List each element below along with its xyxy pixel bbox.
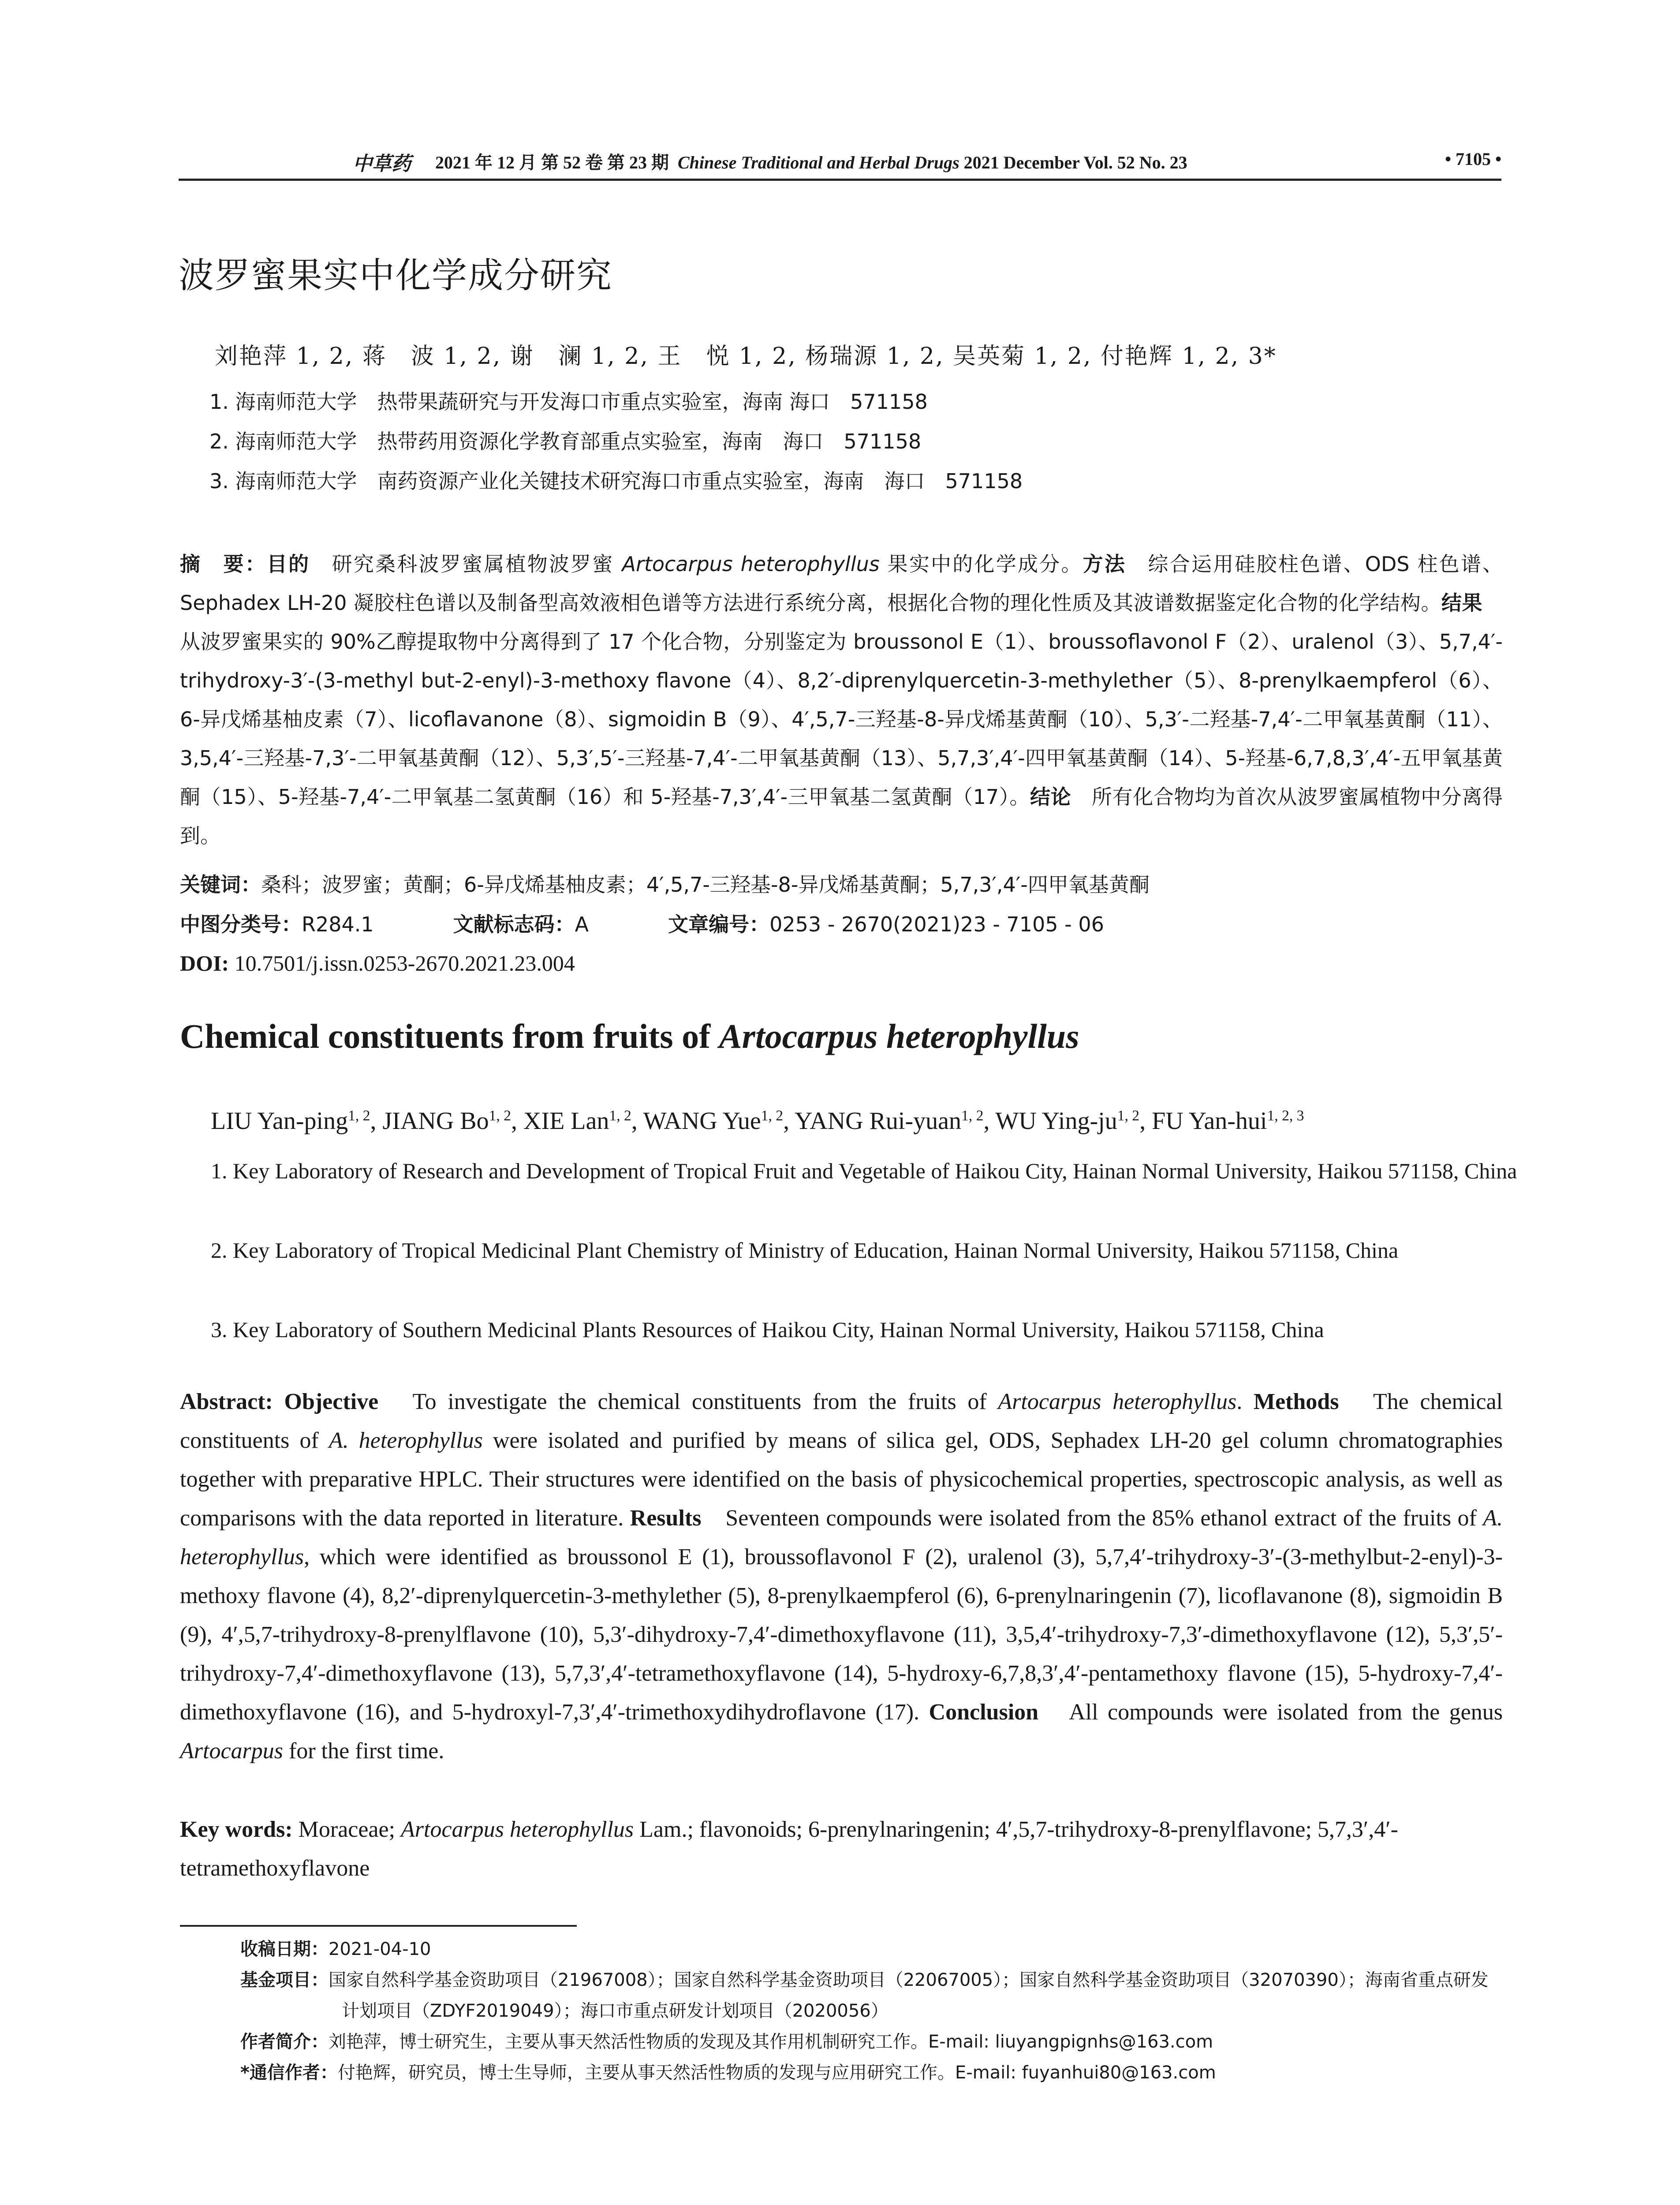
doc-code-value: A <box>575 912 589 936</box>
results-text-en: Seventeen compounds were isolated from the 85% ethanol extract of the fruits of <box>701 1506 1483 1531</box>
conclusion-label-en: Conclusion <box>929 1700 1039 1725</box>
conclusion-genus-en: Artocarpus <box>180 1738 283 1764</box>
methods-text-en: The chemical constituents of <box>180 1389 1503 1453</box>
title-en-prefix: Chemical constituents from fruits of <box>180 1017 719 1055</box>
conclusion-tail-en: for the first time. <box>283 1738 444 1764</box>
running-header <box>179 148 1501 181</box>
abstract-label-cn: 摘 要： <box>180 552 267 576</box>
doi-value[interactable]: 10.7501/j.issn.0253-2670.2021.23.004 <box>229 951 575 975</box>
affiliation-en-1: 1. Key Laboratory of Research and Development of Tropical Fruit and Vegetable of Haikou City, Hainan Normal University, Haikou 571158, China <box>211 1159 1517 1183</box>
methods-tail-en: were isolated and purified by means of silica gel, ODS, Sephadex LH-20 gel column chromatographies together with preparative HPLC. Their structures were identified on the basis of physicochemical properties, spectroscopic analysis, as well as comparisons with the data reported in literature. <box>180 1428 1503 1531</box>
clc-value: R284.1 <box>302 912 374 936</box>
keywords-cn <box>180 869 1150 898</box>
page-number: • 7105 • <box>1445 149 1501 169</box>
fund-text: 国家自然科学基金资助项目（21967008）；国家自然科学基金资助项目（22067005）；国家自然科学基金资助项目（32070390）；海南省重点研发计划项目（ZDYF2019049）；海口市重点研发计划项目（2020056） <box>329 1970 1489 2021</box>
keywords-label-en: Key words: <box>180 1817 293 1842</box>
affiliation-en-2: 2. Key Laboratory of Tropical Medicinal Plant Chemistry of Ministry of Education, Hainan Normal University, Haikou 571158, China <box>211 1238 1399 1263</box>
results-label-en: Results <box>630 1506 702 1531</box>
abstract-label-en: Abstract: Objective <box>180 1389 379 1414</box>
objective-tail-en: . <box>1236 1389 1254 1414</box>
footnote-divider <box>180 1925 577 1927</box>
footnote-received <box>240 1934 1506 1965</box>
footnote-author <box>240 2026 1506 2057</box>
footnote-corresponding <box>240 2057 1506 2088</box>
journal-logo: 中草药 <box>353 153 411 175</box>
fund-label: 基金项目： <box>240 1970 329 1990</box>
keywords-species-en: Artocarpus heterophyllus <box>401 1817 634 1842</box>
affiliation-cn-2: 2. 海南师范大学 热带药用资源化学教育部重点实验室，海南 海口 571158 <box>209 430 922 453</box>
keywords-label-cn: 关键词： <box>180 873 261 897</box>
author-bio-label: 作者简介： <box>240 2032 329 2052</box>
conclusion-label-cn: 结论 <box>1030 785 1071 809</box>
title-en-species: Artocarpus heterophyllus <box>719 1017 1079 1055</box>
journal-name-en: Chinese Traditional and Herbal Drugs <box>678 153 959 172</box>
keywords-en <box>180 1810 1503 1888</box>
results-label-cn: 结果 <box>1441 591 1482 615</box>
author-bio-text: 刘艳萍，博士研究生，主要从事天然活性物质的发现及其作用机制研究工作。E-mail: liuyangpignhs@163.com <box>329 2032 1213 2052</box>
classification-line <box>180 908 1104 938</box>
footnotes <box>240 1934 1506 2088</box>
objective-species-cn: Artocarpus heterophyllus <box>622 552 880 576</box>
abstract-en <box>180 1383 1503 1771</box>
article-no-label: 文章编号： <box>668 912 770 936</box>
affiliation-cn-3: 3. 海南师范大学 南药资源产业化关键技术研究海口市重点实验室，海南 海口 571158 <box>209 469 1023 493</box>
doi-label: DOI: <box>180 951 229 975</box>
results-text-cn: 从波罗蜜果实的 90%乙醇提取物中分离得到了 17 个化合物，分别鉴定为 broussonol E（1）、broussoflavonol F（2）、uralenol（3）、5,7,4′-trihydroxy-3′-(3-methyl but-2-enyl)-3-methoxy flavone（4）、8,2′-diprenylquercetin-3-methylether（5）、8-prenylkaempferol（6）、6-异戊烯基柚皮素（7）、licoflavanone（8）、sigmoidin B（9）、4′,5,7-三羟基-8-异戊烯基黄酮（10）、5,3′-二羟基-7,4′-二甲氧基黄酮（11）、3,5,4′-三羟基-7,3′-二甲氧基黄酮（12）、5,3′,5′-三羟基-7,4′-二甲氧基黄酮（13）、5,7,3′,4′-四甲氧基黄酮（14）、5-羟基-6,7,8,3′,4′-五甲氧基黄酮（15）、5-羟基-7,4′-二甲氧基二氢黄酮（16）和 5-羟基-7,3′,4′-三甲氧基二氢黄酮（17）。 <box>180 591 1503 809</box>
keywords-pre-en: Moraceae; <box>292 1817 401 1842</box>
journal-issue-info <box>435 149 1187 174</box>
title-cn: 波罗蜜果实中化学成分研究 <box>179 255 612 296</box>
objective-tail-cn: 果实中的化学成分。 <box>879 552 1083 576</box>
title-en <box>180 1017 1079 1056</box>
keywords-post-en: Lam.; flavonoids; 6-prenylnaringenin; 4′,5,7-trihydroxy-8-prenylflavone; 5,7,3′,4′-tetramethoxyflavone <box>180 1817 1398 1881</box>
doc-code-label: 文献标志码： <box>453 912 575 936</box>
received-label: 收稿日期： <box>240 1939 329 1959</box>
results-tail-en: , which were identified as broussonol E (1), broussoflavonol F (2), uralenol (3), 5,7,4′-trihydroxy-3′-(3-methylbut-2-enyl)-3-methoxy flavone (4), 8,2′-diprenylquercetin-3-methylether (5), 8-prenylkaempferol (6), 6-prenylnaringenin (7), licoflavanone (8), sigmoidin B (9), 4′,5,7-trihydroxy-8-prenylflavone (10), 5,3′-dihydroxy-7,4′-dimethoxyflavone (11), 3,5,4′-trihydroxy-7,3′-dimethoxyflavone (12), 5,3′,5′-trihydroxy-7,4′-dimethoxyflavone (13), 5,7,3′,4′-tetramethoxyflavone (14), 5-hydroxy-6,7,8,3′,4′-pentamethoxy flavone (15), 5-hydroxy-7,4′-dimethoxyflavone (16), and 5-hydroxyl-7,3′,4′-trimethoxydihydroflavone (17). <box>180 1544 1503 1725</box>
conclusion-text-cn: 所有化合物均为首次从波罗蜜属植物中分离得到。 <box>180 785 1503 848</box>
keywords-text-cn: 桑科；波罗蜜；黄酮；6-异戊烯基柚皮素；4′,5,7-三羟基-8-异戊烯基黄酮；5,7,3′,4′-四甲氧基黄酮 <box>261 873 1150 897</box>
article-no-value: 0253 - 2670(2021)23 - 7105 - 06 <box>769 912 1104 936</box>
affiliation-en-3: 3. Key Laboratory of Southern Medicinal Plants Resources of Haikou City, Hainan Normal University, Haikou 571158, China <box>211 1317 1324 1342</box>
received-date: 2021-04-10 <box>329 1939 431 1959</box>
objective-species-en: Artocarpus heterophyllus <box>998 1389 1237 1414</box>
methods-text-cn: 综合运用硅胶柱色谱、ODS 柱色谱、Sephadex LH-20 凝胶柱色谱以及制备型高效液相色谱等方法进行系统分离，根据化合物的理化性质及其波谱数据鉴定化合物的化学结构。 <box>180 552 1503 615</box>
objective-label-cn: 目的 <box>266 552 310 576</box>
abstract-cn <box>180 545 1503 855</box>
affiliation-cn-1: 1. 海南师范大学 热带果蔬研究与开发海口市重点实验室，海南 海口 571158 <box>209 390 928 414</box>
journal-date-en: 2021 December Vol. 52 No. 23 <box>963 153 1187 172</box>
footnote-fund <box>240 1965 1506 2026</box>
corresponding-label: *通信作者： <box>240 2063 338 2083</box>
methods-label-en: Methods <box>1253 1389 1339 1414</box>
methods-label-cn: 方法 <box>1083 552 1127 576</box>
methods-species-en: A. heterophyllus <box>329 1428 483 1453</box>
clc-label: 中图分类号： <box>180 912 302 936</box>
conclusion-text-en: All compounds were isolated from the genus <box>1038 1700 1503 1725</box>
corresponding-text: 付艳辉，研究员，博士生导师，主要从事天然活性物质的发现与应用研究工作。E-mail: fuyanhui80@163.com <box>337 2063 1216 2083</box>
authors-en: LIU Yan-ping$^{1, 2}$, JIANG Bo$^{1, 2}$, XIE Lan$^{1, 2}$, WANG Yue$^{1, 2}$, YANG Rui-yuan$^{1, 2}$, WU Ying-ju$^{1, 2}$, FU Yan-hui$^{1, 2, 3}$ <box>211 1107 1304 1135</box>
objective-text-cn: 研究桑科波罗蜜属植物波罗蜜 <box>310 552 622 576</box>
authors-cn: 刘艳萍 1, 2, 蒋 波 1, 2, 谢 澜 1, 2, 王 悦 1, 2, 杨瑞源 1, 2, 吴英菊 1, 2, 付艳辉 1, 2, 3* <box>215 343 1277 370</box>
results-species-en: A. heterophyllus <box>180 1506 1503 1570</box>
journal-issue-cn: 2021 年 12 月 第 52 卷 第 23 期 <box>435 153 669 172</box>
objective-text-en: To investigate the chemical constituents from the fruits of <box>378 1389 998 1414</box>
doi-line <box>180 950 575 976</box>
